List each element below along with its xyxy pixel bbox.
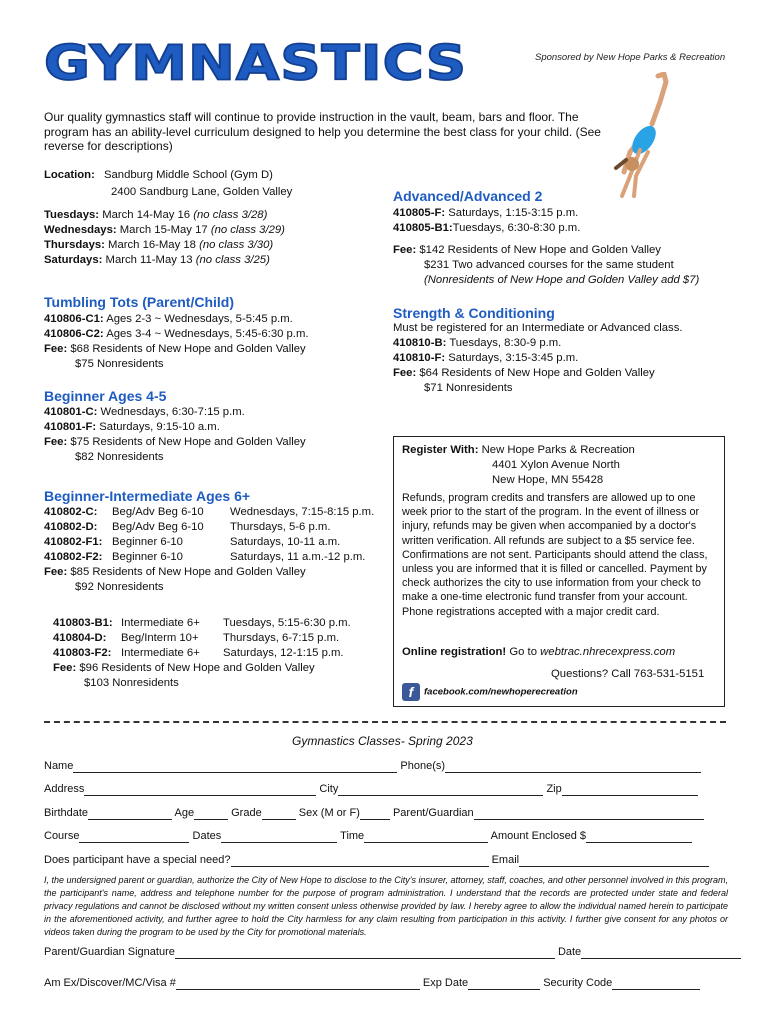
course-label: Course	[44, 830, 80, 842]
birthdate-label: Birthdate	[44, 807, 89, 819]
refund-policy: Refunds, program credits and transfers are allowed up to one week prior to the start of the program. In the event of illness or injury, refunds may be given when accompanied by a doctor's written verification. All refunds are subject to a $5 service fee. Confirmations are not sent. Participants should attend the class, unless you are informed that it is filled or cancelled. Payment by check authorizes the city to use information from your check to make a one-time electronic fund transfer from your account. Phone registrations accepted with a major credit card.	[402, 492, 708, 618]
class-text: Tuesdays, 6:30-8:30 p.m.	[452, 222, 581, 234]
date-label: Date	[557, 946, 582, 958]
schedule-row	[44, 223, 285, 238]
amount-field[interactable]	[586, 831, 692, 843]
class-code: 410802-F1:	[44, 536, 103, 548]
class-code: 410802-D:	[44, 521, 98, 533]
class-code: 410801-C:	[44, 406, 98, 418]
class-text: Ages 3-4 ~ Wednesdays, 5:45-6:30 p.m.	[106, 328, 309, 340]
dates-label: Dates	[192, 830, 222, 842]
strength-heading: Strength & Conditioning	[393, 305, 555, 321]
facebook-icon: f	[402, 683, 420, 701]
beginner-section	[44, 405, 306, 465]
name-field[interactable]	[73, 761, 397, 773]
fee-label: Fee:	[44, 343, 68, 355]
exp-field[interactable]	[468, 978, 540, 990]
class-time: Thursdays, 6-7:15 p.m.	[223, 632, 340, 644]
form-row-payment	[44, 976, 700, 990]
intermediate-section	[53, 616, 351, 691]
schedule-note: (no class 3/29)	[210, 224, 285, 236]
tumbling-heading: Tumbling Tots (Parent/Child)	[44, 294, 235, 310]
class-text: Ages 2-3 ~ Wednesdays, 5-5:45 p.m.	[106, 313, 293, 325]
date-field[interactable]	[581, 947, 741, 959]
fee-resident: $96 Residents of New Hope and Golden Valley	[79, 662, 315, 674]
class-level: Beginner 6-10	[112, 536, 183, 548]
form-row-special	[44, 853, 709, 867]
class-code: 410805-F:	[393, 207, 446, 219]
class-text: Wednesdays, 6:30-7:15 p.m.	[100, 406, 245, 418]
city-label: City	[319, 783, 339, 795]
class-code: 410810-B:	[393, 337, 447, 349]
class-code: 410804-D:	[53, 632, 107, 644]
online-label: Online registration!	[402, 646, 507, 658]
location-label: Location:	[44, 169, 95, 181]
zip-field[interactable]	[562, 784, 698, 796]
register-label: Register With:	[402, 444, 479, 456]
register-address-line3: New Hope, MN 55428	[492, 474, 604, 486]
schedule-dates: March 14-May 16	[102, 209, 191, 221]
schedule-dates: March 15-May 17	[119, 224, 208, 236]
form-row-name	[44, 759, 701, 773]
schedule-day: Wednesdays:	[44, 224, 117, 236]
class-code: 410803-B1:	[53, 617, 113, 629]
class-time: Saturdays, 11 a.m.-12 p.m.	[230, 551, 366, 563]
schedule-dates: March 11-May 13	[105, 254, 193, 266]
schedule-note: (no class 3/28)	[193, 209, 268, 221]
form-title: Gymnastics Classes- Spring 2023	[292, 734, 473, 748]
sex-label: Sex (M or F)	[298, 807, 360, 819]
register-address-line1: New Hope Parks & Recreation	[481, 444, 635, 456]
form-row-birthdate	[44, 806, 704, 820]
advanced-section	[393, 206, 699, 288]
class-code: 410803-F2:	[53, 647, 112, 659]
class-code: 410802-C:	[44, 506, 98, 518]
fee-label: Fee:	[53, 662, 77, 674]
phone-field[interactable]	[445, 761, 701, 773]
card-field[interactable]	[176, 978, 420, 990]
schedule-note: (no class 3/30)	[199, 239, 274, 251]
beg-int-heading: Beginner-Intermediate Ages 6+	[44, 488, 251, 504]
special-need-label: Does participant have a special need?	[44, 854, 231, 866]
age-label: Age	[174, 807, 195, 819]
cut-line	[44, 721, 726, 723]
amount-label: Amount Enclosed $	[490, 830, 587, 842]
class-code: 410801-F:	[44, 421, 97, 433]
parent-label: Parent/Guardian	[392, 807, 474, 819]
fee-nonresident-note: (Nonresidents of New Hope and Golden Valley add $7)	[424, 274, 700, 286]
facebook-url[interactable]: facebook.com/newhoperecreation	[424, 686, 578, 698]
class-code: 410810-F:	[393, 352, 446, 364]
class-text: Saturdays, 1:15-3:15 p.m.	[448, 207, 579, 219]
fee-nonresident: $92 Nonresidents	[75, 581, 164, 593]
fee-nonresident: $82 Nonresidents	[75, 451, 164, 463]
schedule-day: Saturdays:	[44, 254, 103, 266]
advanced-heading: Advanced/Advanced 2	[393, 188, 543, 204]
gymnast-image	[600, 72, 692, 202]
class-level: Beg/Adv Beg 6-10	[112, 521, 204, 533]
special-need-field[interactable]	[231, 855, 489, 867]
schedule-row	[44, 253, 285, 268]
schedule-row	[44, 238, 285, 253]
card-label: Am Ex/Discover/MC/Visa #	[44, 977, 176, 989]
fee-two-courses: $231 Two advanced courses for the same student	[424, 259, 674, 271]
class-time: Wednesdays, 7:15-8:15 p.m.	[230, 506, 375, 518]
questions-phone: Questions? Call 763-531-5151	[551, 668, 705, 680]
grade-field[interactable]	[262, 808, 296, 820]
email-field[interactable]	[519, 855, 709, 867]
sex-field[interactable]	[360, 808, 390, 820]
security-label: Security Code	[543, 977, 613, 989]
location-line1: Sandburg Middle School (Gym D)	[103, 169, 273, 181]
time-label: Time	[340, 830, 365, 842]
schedule-day: Tuesdays:	[44, 209, 100, 221]
class-level: Beg/Adv Beg 6-10	[112, 506, 204, 518]
register-address-line2: 4401 Xylon Avenue North	[492, 459, 620, 471]
fee-label: Fee:	[393, 367, 417, 379]
strength-section	[393, 321, 682, 396]
fee-nonresident: $71 Nonresidents	[424, 382, 513, 394]
class-level: Beginner 6-10	[112, 551, 183, 563]
fee-nonresident: $103 Nonresidents	[84, 677, 179, 689]
fee-resident: $68 Residents of New Hope and Golden Valley	[70, 343, 306, 355]
intro-text: Our quality gymnastics staff will continue to provide instruction in the vault, beam, bars and floor. The program has an ability-level curriculum designed to help you determine the best class for your child. (See reverse for descriptions)	[44, 110, 601, 153]
schedule-row	[44, 208, 285, 223]
schedule-list	[44, 208, 285, 268]
register-box	[393, 436, 725, 707]
grade-label: Grade	[231, 807, 262, 819]
class-level: Intermediate 6+	[121, 617, 200, 629]
online-text: Go to	[506, 646, 541, 658]
class-level: Beg/Interm 10+	[121, 632, 199, 644]
city-field[interactable]	[338, 784, 543, 796]
fee-label: Fee:	[44, 436, 68, 448]
security-field[interactable]	[612, 978, 700, 990]
fee-resident: $75 Residents of New Hope and Golden Valley	[70, 436, 306, 448]
name-label: Name	[44, 760, 74, 772]
class-level: Intermediate 6+	[121, 647, 200, 659]
fee-resident: $142 Residents of New Hope and Golden Valley	[419, 244, 661, 256]
class-code: 410802-F2:	[44, 551, 103, 563]
class-text: Saturdays, 3:15-3:45 p.m.	[448, 352, 579, 364]
beg-int-section	[44, 505, 374, 595]
class-code: 410806-C1:	[44, 313, 104, 325]
location-line2: 2400 Sandburg Lane, Golden Valley	[111, 186, 293, 198]
signature-field[interactable]	[175, 947, 555, 959]
form-row-signature	[44, 945, 741, 959]
form-row-course	[44, 829, 692, 843]
class-text: Saturdays, 9:15-10 a.m.	[99, 421, 220, 433]
class-text: Tuesdays, 8:30-9 p.m.	[449, 337, 562, 349]
schedule-dates: March 16-May 18	[108, 239, 196, 251]
class-time: Thursdays, 5-6 p.m.	[230, 521, 331, 533]
beginner-heading: Beginner Ages 4-5	[44, 388, 167, 404]
class-code: 410806-C2:	[44, 328, 104, 340]
dates-field[interactable]	[221, 831, 337, 843]
schedule-day: Thursdays:	[44, 239, 105, 251]
birthdate-field[interactable]	[88, 808, 172, 820]
exp-label: Exp Date	[422, 977, 469, 989]
zip-label: Zip	[546, 783, 562, 795]
time-field[interactable]	[364, 831, 488, 843]
schedule-note: (no class 3/25)	[195, 254, 270, 266]
course-field[interactable]	[79, 831, 189, 843]
location	[44, 168, 273, 183]
address-label: Address	[44, 783, 85, 795]
page-title: GYMNASTICS	[44, 35, 468, 92]
consent-statement: I, the undersigned parent or guardian, authorize the City of New Hope to disclose to the City's insurer, attorney, staff, coaches, and other personnel involved in this program, the participant's name, address and telephone number for the purpose of program administration. I understand that the records are protected under state and federal privacy regulations and cannot be disclosed without my written consent unless otherwise provided by law. I hereby agree to allow the individual named herein to participate in the aforementioned activity, and further agree to hold the City harmless for any claim resulting from participation in this activity. I further give consent for any photos or videos taken during the program to be used by the City for promotional materials.	[44, 875, 728, 937]
signature-label: Parent/Guardian Signature	[44, 946, 175, 958]
fee-nonresident: $75 Nonresidents	[75, 358, 164, 370]
strength-note: Must be registered for an Intermediate or Advanced class.	[393, 322, 683, 334]
class-time: Saturdays, 10-11 a.m.	[230, 536, 341, 548]
class-time: Tuesdays, 5:15-6:30 p.m.	[223, 617, 351, 629]
sponsor-text: Sponsored by New Hope Parks & Recreation	[535, 52, 726, 63]
fee-resident: $64 Residents of New Hope and Golden Valley	[419, 367, 655, 379]
fee-resident: $85 Residents of New Hope and Golden Valley	[70, 566, 306, 578]
tumbling-section	[44, 312, 309, 372]
fee-label: Fee:	[44, 566, 68, 578]
online-registration-link[interactable]: webtrac.nhrecexpress.com	[540, 646, 676, 658]
email-label: Email	[491, 854, 520, 866]
class-code: 410805-B1:	[393, 222, 453, 234]
age-field[interactable]	[194, 808, 228, 820]
fee-label: Fee:	[393, 244, 417, 256]
phone-label: Phone(s)	[400, 760, 446, 772]
parent-field[interactable]	[474, 808, 704, 820]
form-row-address	[44, 782, 698, 796]
address-field[interactable]	[84, 784, 316, 796]
class-time: Saturdays, 12-1:15 p.m.	[223, 647, 344, 659]
facebook-link[interactable]	[402, 683, 578, 701]
